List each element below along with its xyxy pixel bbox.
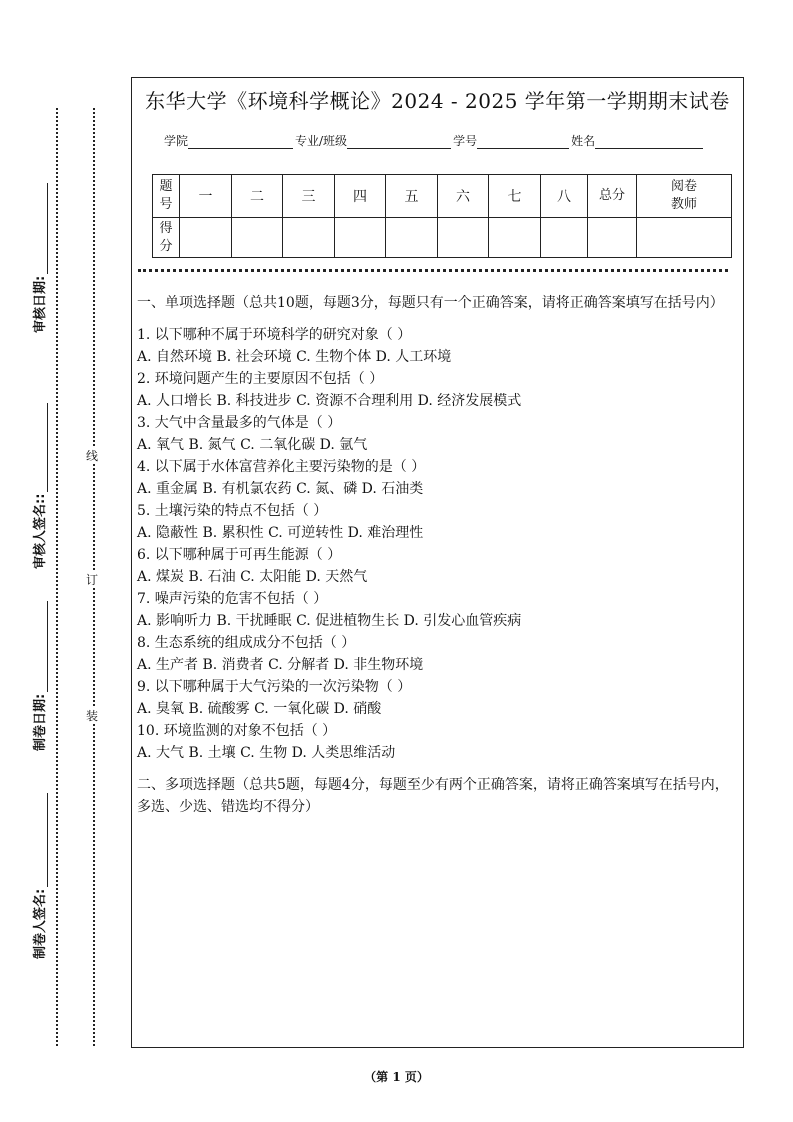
question-9-options: A. 臭氧 B. 硫酸雾 C. 一氧化碳 D. 硝酸 xyxy=(137,701,382,717)
col-header-7: 七 xyxy=(489,175,541,218)
col-header-2: 二 xyxy=(232,175,283,218)
exam-frame xyxy=(131,77,744,1048)
paper-author-signature-label: 制卷人签名: xyxy=(33,888,48,959)
col-header-grader: 阅卷 教师 xyxy=(637,175,732,218)
paper-date-label: 制卷日期: xyxy=(33,693,48,751)
reviewer-signature-label: 审核人签名:: xyxy=(33,493,48,569)
col-header-6: 六 xyxy=(438,175,489,218)
major-class-label: 专业/班级 xyxy=(295,134,348,148)
score-cell-7[interactable] xyxy=(489,218,541,258)
question-3-options: A. 氧气 B. 氮气 C. 二氧化碳 D. 氩气 xyxy=(137,437,368,453)
row-label-score: 得 分 xyxy=(153,218,180,258)
col-header-8: 八 xyxy=(541,175,588,218)
exam-content xyxy=(137,292,737,818)
binding-mark-ding: 订 xyxy=(86,573,99,587)
question-6-options: A. 煤炭 B. 石油 C. 太阳能 D. 天然气 xyxy=(137,569,368,585)
student-id-label: 学号 xyxy=(453,134,478,148)
question-2: 2. 环境问题产生的主要原因不包括（ ） xyxy=(137,371,384,387)
binding-dotted-line-outer xyxy=(56,108,58,1046)
score-table-score-row xyxy=(153,218,732,258)
col-header-1: 一 xyxy=(180,175,232,218)
student-info-line xyxy=(164,132,705,149)
paper-date-field[interactable] xyxy=(32,601,48,751)
question-8-options: A. 生产者 B. 消费者 C. 分解者 D. 非生物环境 xyxy=(137,657,424,673)
dotted-separator xyxy=(138,269,728,272)
exam-title: 东华大学《环境科学概论》2024 - 2025 学年第一学期期末试卷 xyxy=(145,89,730,113)
page-number: （第 1 页） xyxy=(364,1070,429,1084)
reviewer-signature-blank[interactable] xyxy=(33,403,48,492)
score-cell-4[interactable] xyxy=(335,218,386,258)
col-header-5: 五 xyxy=(386,175,438,218)
question-7-options: A. 影响听力 B. 干扰睡眠 C. 促进植物生长 D. 引发心血管疾病 xyxy=(137,613,522,629)
score-table-header-row xyxy=(153,175,732,218)
name-blank[interactable] xyxy=(595,135,703,149)
name-label: 姓名 xyxy=(571,134,596,148)
major-class-blank[interactable] xyxy=(347,135,451,149)
review-date-field[interactable] xyxy=(32,183,48,333)
score-cell-5[interactable] xyxy=(386,218,438,258)
paper-author-signature-field[interactable] xyxy=(32,793,48,959)
question-5: 5. 土壤污染的特点不包括（ ） xyxy=(137,503,328,519)
row-label-question-no: 题 号 xyxy=(153,175,180,218)
review-date-label: 审核日期: xyxy=(33,275,48,333)
question-7: 7. 噪声污染的危害不包括（ ） xyxy=(137,591,328,607)
score-cell-8[interactable] xyxy=(541,218,588,258)
question-4-options: A. 重金属 B. 有机氯农药 C. 氮、磷 D. 石油类 xyxy=(137,481,424,497)
reviewer-signature-field[interactable] xyxy=(32,403,48,569)
section-1-heading: 一、单项选择题（总共10题，每题3分，每题只有一个正确答案，请将正确答案填写在括号内） xyxy=(137,295,724,311)
review-date-blank[interactable] xyxy=(33,183,48,274)
question-1-options: A. 自然环境 B. 社会环境 C. 生物个体 D. 人工环境 xyxy=(137,349,452,365)
college-blank[interactable] xyxy=(188,135,293,149)
score-cell-3[interactable] xyxy=(283,218,335,258)
question-10: 10. 环境监测的对象不包括（ ） xyxy=(137,723,337,739)
score-cell-6[interactable] xyxy=(438,218,489,258)
question-10-options: A. 大气 B. 土壤 C. 生物 D. 人类思维活动 xyxy=(137,745,396,761)
binding-mark-zhuang: 装 xyxy=(86,709,99,723)
question-2-options: A. 人口增长 B. 科技进步 C. 资源不合理利用 D. 经济发展模式 xyxy=(137,393,522,409)
score-cell-total[interactable] xyxy=(588,218,637,258)
question-6: 6. 以下哪种属于可再生能源（ ） xyxy=(137,547,342,563)
score-cell-grader[interactable] xyxy=(637,218,732,258)
col-header-total: 总分 xyxy=(588,175,637,218)
question-9: 9. 以下哪种属于大气污染的一次污染物（ ） xyxy=(137,679,412,695)
col-header-3: 三 xyxy=(283,175,335,218)
col-header-4: 四 xyxy=(335,175,386,218)
student-id-blank[interactable] xyxy=(477,135,569,149)
binding-mark-xian: 线 xyxy=(86,449,99,463)
college-label: 学院 xyxy=(164,134,189,148)
question-5-options: A. 隐蔽性 B. 累积性 C. 可逆转性 D. 难治理性 xyxy=(137,525,424,541)
question-8: 8. 生态系统的组成成分不包括（ ） xyxy=(137,635,356,651)
paper-author-signature-blank[interactable] xyxy=(33,793,48,887)
score-cell-1[interactable] xyxy=(180,218,232,258)
question-1: 1. 以下哪种不属于环境科学的研究对象（ ） xyxy=(137,327,412,343)
question-3: 3. 大气中含量最多的气体是（ ） xyxy=(137,415,342,431)
score-table xyxy=(152,174,732,258)
score-cell-2[interactable] xyxy=(232,218,283,258)
question-4: 4. 以下属于水体富营养化主要污染物的是（ ） xyxy=(137,459,426,475)
section-2-heading: 二、多项选择题（总共5题，每题4分，每题至少有两个正确答案，请将正确答案填写在括号内，多选、少选、错选均不得分） xyxy=(137,777,729,815)
paper-date-blank[interactable] xyxy=(33,601,48,692)
